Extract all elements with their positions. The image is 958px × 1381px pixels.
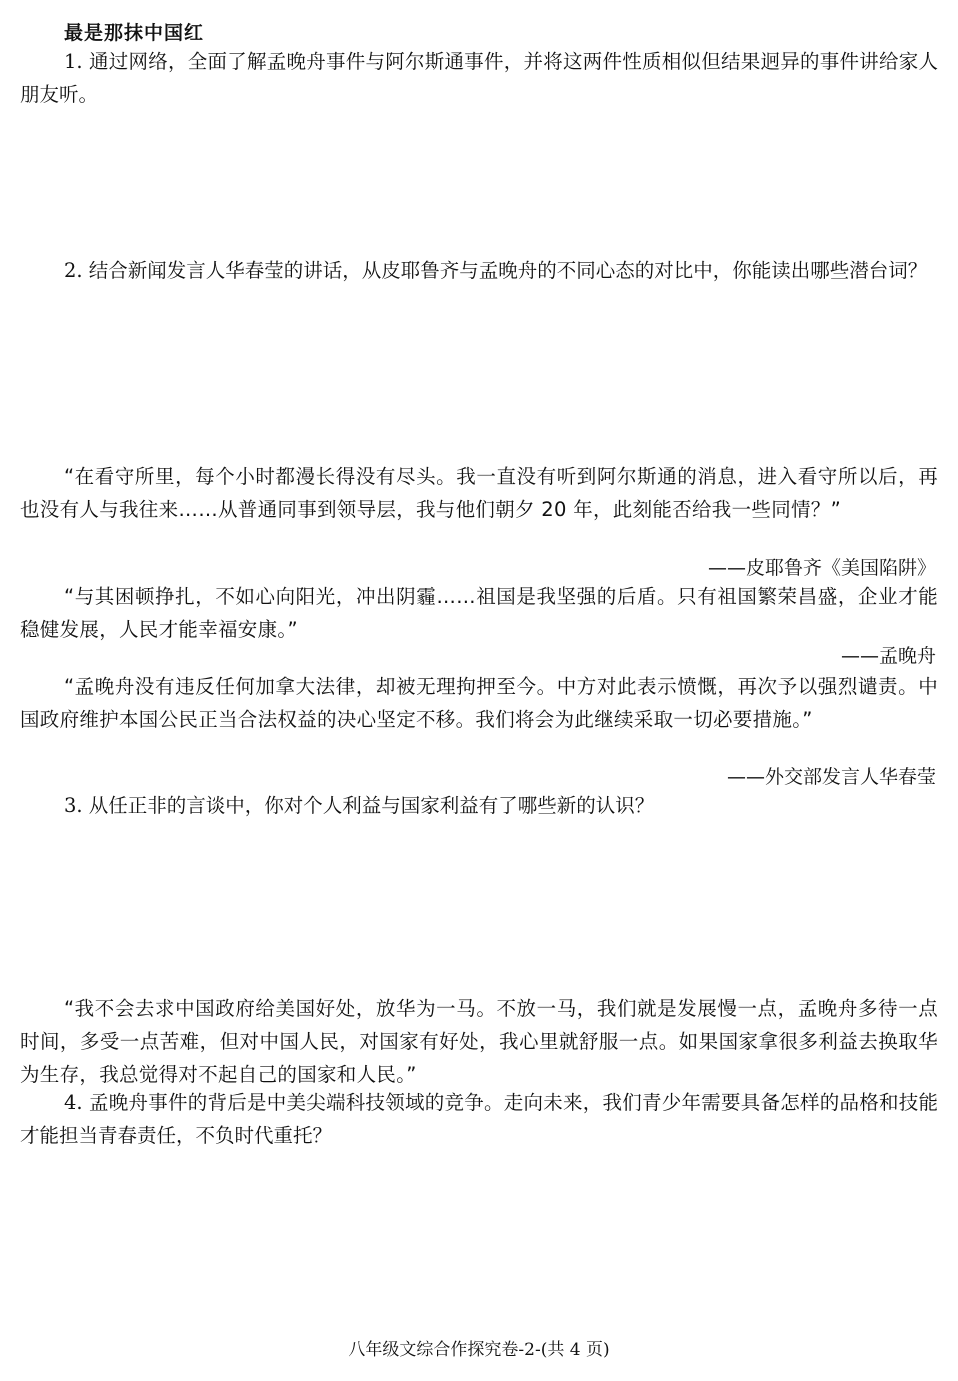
question-2: 2. 结合新闻发言人华春莹的讲话，从皮耶鲁齐与孟晚舟的不同心态的对比中，你能读出哪些潜台词？ [64, 259, 928, 282]
quote-hua-source: ——外交部发言人华春莹 [726, 766, 936, 788]
quote-meng: “与其困顿挣扎，不如心向阳光，冲出阴霾……祖国是我坚强的后盾。只有祖国繁荣昌盛，企业才能稳健发展，人民才能幸福安康。” [20, 585, 938, 641]
section-title: 最是那抹中国红 [64, 22, 205, 44]
page-footer: 八年级文综合作探究卷-2-(共 4 页) [348, 1340, 610, 1360]
question-1: 1. 通过网络，全面了解孟晚舟事件与阿尔斯通事件，并将这两件性质相似但结果迥异的事件讲给家人朋友听。 [20, 50, 938, 106]
question-3: 3. 从任正非的言谈中，你对个人利益与国家利益有了哪些新的认识？ [64, 794, 655, 817]
quote-meng-source: ——孟晚舟 [840, 645, 936, 667]
quote-pierucci: “在看守所里，每个小时都漫长得没有尽头。我一直没有听到阿尔斯通的消息，进入看守所以后，再也没有人与我往来……从普通同事到领导层，我与他们朝夕 20 年，此刻能否给我一些同情？” [20, 465, 938, 521]
quote-hua: “孟晚舟没有违反任何加拿大法律，却被无理拘押至今。中方对此表示愤慨，再次予以强烈谴责。中国政府维护本国公民正当合法权益的决心坚定不移。我们将会为此继续采取一切必要措施。” [20, 675, 938, 731]
quote-pierucci-source: ——皮耶鲁齐《美国陷阱》 [707, 557, 936, 579]
question-4: 4. 孟晚舟事件的背后是中美尖端科技领域的竞争。走向未来，我们青少年需要具备怎样的品格和技能才能担当青春责任，不负时代重托？ [20, 1091, 938, 1147]
quote-ren: “我不会去求中国政府给美国好处，放华为一马。不放一马，我们就是发展慢一点，孟晚舟多待一点时间，多受一点苦难，但对中国人民，对国家有好处，我心里就舒服一点。如果国家拿很多利益去换取华为生存，我总觉得对不起自己的国家和人民。” [20, 997, 938, 1086]
